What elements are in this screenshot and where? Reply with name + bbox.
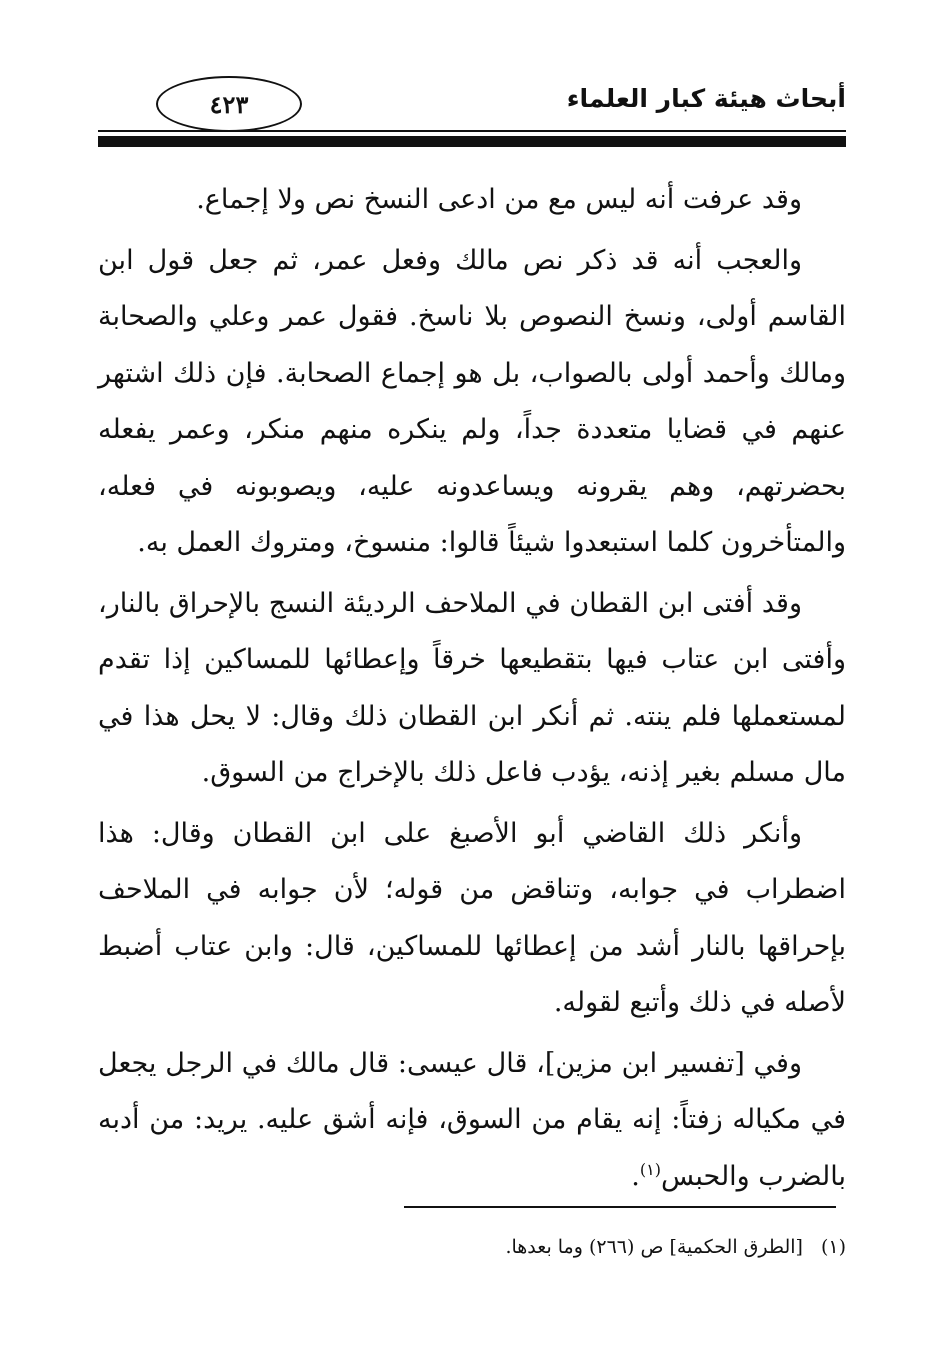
paragraph: وقد أفتى ابن القطان في الملاحف الرديئة النسج بالإحراق بالنار، وأفتى ابن عتاب فيها بتقطيعها خرقاً وإعطائها للمساكين إذا تقدم لمستعملها فلم ينته. ثم أنكر ابن القطان ذلك وقال: لا يحل هذا في مال مسلم بغير إذنه، يؤدب فاعل ذلك بالإخراج من السوق. bbox=[98, 587, 846, 788]
paragraph: وأنكر ذلك القاضي أبو الأصبغ على ابن القطان وقال: هذا اضطراب في جوابه، وتناقض من قوله؛ لأن جوابه في الملاحف بإحراقها بالنار أشد من إعطائها للمساكين، قال: وابن عتاب أضبط لأصله في ذلك وأتبع لقوله. bbox=[98, 817, 846, 1018]
paragraph-end: . bbox=[631, 1160, 640, 1192]
footnote-separator bbox=[404, 1206, 836, 1208]
main-text bbox=[98, 172, 846, 1205]
page-header bbox=[98, 72, 846, 154]
footnote-text: [الطرق الحكمية] ص (٢٦٦) وما بعدها. bbox=[505, 1236, 803, 1258]
running-title: أبحاث هيئة كبار العلماء bbox=[566, 84, 846, 113]
footnote-reference[interactable]: (١) bbox=[639, 1159, 661, 1179]
header-rule-thick bbox=[98, 136, 846, 147]
footnote-number: (١) bbox=[820, 1236, 846, 1258]
page-number: ٤٢٣ bbox=[156, 76, 302, 132]
paragraph-with-footnote bbox=[98, 1036, 846, 1206]
paragraph-text: وفي [تفسير ابن مزين]، قال عيسى: قال مالك في الرجل يجعل في مكياله زفتاً: إنه يقام من السوق، فإنه أشق عليه. يريد: من أدبه بالضرب والحبس bbox=[98, 1047, 846, 1192]
paragraph: والعجب أنه قد ذكر نص مالك وفعل عمر، ثم جعل قول ابن القاسم أولى، ونسخ النصوص بلا ناسخ. فقول عمر وعلي والصحابة ومالك وأحمد أولى بالصواب، بل هو إجماع الصحابة. فإن ذلك اشتهر عنهم في قضايا متعددة جداً، ولم ينكره منهم منكر، وعمر يفعله بحضرتهم، وهم يقرونه ويساعدونه عليه، ويصوبونه في فعله، والمتأخرون كلما استبعدوا شيئاً قالوا: منسوخ، ومتروك العمل به. bbox=[98, 244, 846, 558]
paragraph: وقد عرفت أنه ليس مع من ادعى النسخ نص ولا إجماع. bbox=[196, 184, 802, 215]
footnote bbox=[98, 1232, 846, 1262]
